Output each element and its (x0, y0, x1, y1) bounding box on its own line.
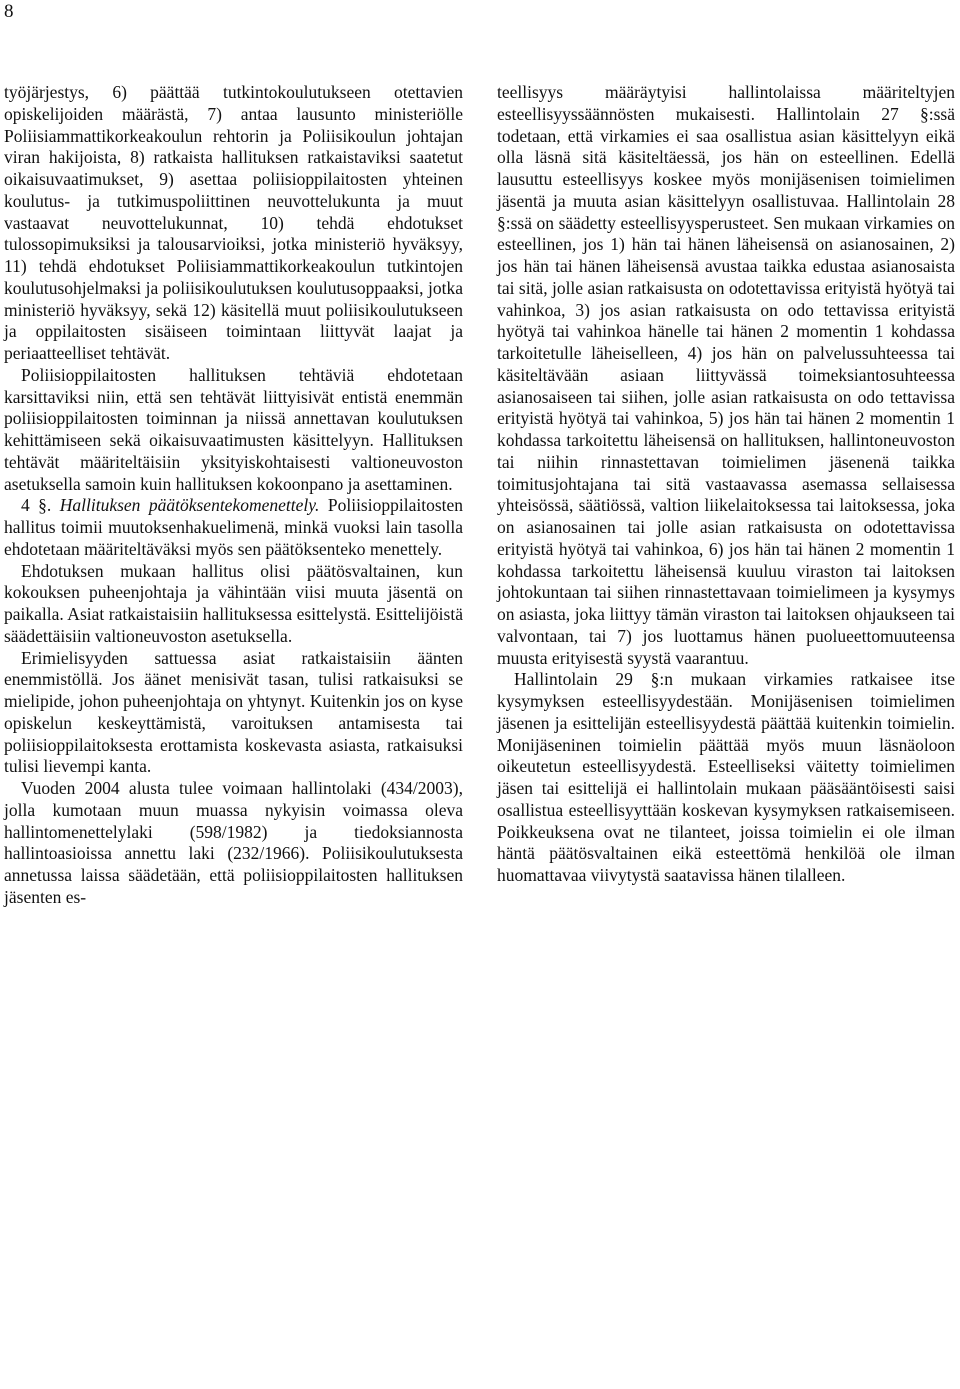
section-text: Poliisioppilaitosten hallitus toimii muutoksenhakuelimenä, minkä vuoksi lain tasolla ehdotetaan määriteltäväksi myös sen päätöksenteko menettely. (4, 495, 464, 559)
left-text-column (4, 82, 463, 909)
left-paragraph-2: Poliisioppilaitosten hallituksen tehtäviä ehdotetaan karsittaviksi niin, että sen tehtävät liittyisivät entistä enemmän poliisioppilaitosten toiminnan ja niissä annettavan koulutuksen kehittämiseen sekä oikaisuvaatimusten käsittelyyn. Hallituksen tehtävät määriteltäisiin yksityiskohtaisesti valtioneuvoston asetuksella samoin kuin hallituksen kokoonpano ja asettaminen. (4, 364, 463, 494)
left-paragraph-1: työjärjestys, 6) päättää tutkintokoulutukseen otettavien opiskelijoiden määrästä, 7) antaa lausunto ministeriölle Poliisiammattikorkeakoulun rehtorin ja Poliisikoulun johtajan viran hakijoista, 8) ratkaista hallituksen ratkaistaviksi saatetut oikaisuvaatimukset, 9) asettaa poliisioppilaitosten yhteinen koulutus- ja tutkimuspoliittinen neuvottelukunta ja muut vastaavat neuvottelukunnat, 10) tehdä ehdotukset tulossopimuksiksi ja talousarvioiksi, jotka ministeriö hyväksyy, 11) tehdä ehdotukset Poliisiammattikorkeakoulun tutkintojen koulutusohjelmaksi ja poliisikoulutuksen koulutusoppaaksi, jotka ministeriö hyväksyy, sekä 12) käsitellä muut poliisikoulutukseen ja oppilaitosten sisäiseen toimintaan liittyvät laajat ja periaatteelliset tehtävät. (4, 82, 463, 363)
left-paragraph-6: Vuoden 2004 alusta tulee voimaan hallintolaki (434/2003), jolla kumotaan muun muassa nykyisin voimassa oleva hallintomenettelylaki (598/1982) ja tiedoksiannosta hallintoasioissa annettu laki (232/1966). Poliisikoulutuksesta annetussa laissa säädetään, että poliisioppilaitosten hallituksen jäsenten es- (4, 778, 463, 907)
left-paragraph-5: Erimielisyyden sattuessa asiat ratkaistaisiin äänten enemmistöllä. Jos äänet menisivät tasan, tulisi ratkaisuksi se mielipide, johon puheenjohtaja on yhtynyt. Kuitenkin jos on kyse opiskelun keskeyttämistä, varoituksen antamisesta tai poliisioppilaitoksesta erottamista koskevasta asiasta, ratkaisuksi tulisi lievempi kanta. (4, 647, 463, 777)
right-text-column (497, 82, 955, 887)
page-number: 8 (4, 1, 14, 22)
section-number: 4 §. (21, 495, 52, 516)
section-title: Hallituksen päätöksentekomenettely. (59, 495, 320, 516)
right-paragraph-1: teellisyys määräytyisi hallintolaissa määriteltyjen esteellisyyssäännösten mukaisesti. Hallintolain 27 §:ssä todetaan, että virkamies ei saa osallistua asian käsittelyyn eikä olla läsnä sitä käsiteltäessä, jos hän on esteellinen. Edellä lausuttu esteellisyys koskee myös monijäsenisen toimielimen jäsentä ja muuta asian käsittelyyn osallistuvaa. Hallintolain 28 §:ssä on säädetty esteellisyysperusteet. Sen mukaan virkamies on esteellinen, jos 1) hän tai hänen läheisensä on asianosainen, 2) jos hän tai hänen läheisensä avustaa taikka edustaa asianosaista tai sitä, jolle asian ratkaisusta on odotettavissa erityistä hyötyä tai vahinkoa, 3) jos asian ratkaisusta on odo tettavissa erityistä hyötyä tai vahinkoa hänelle tai hänen 2 momentin 1 kohdassa tarkoitetulle läheiselleen, 4) jos hän on palvelussuhteessa tai käsiteltävään asiaan liittyvässä toimeksiantosuhteessa asianosaiseen tai siihen, jolle asian ratkaisusta on odo tettavissa erityistä hyötyä tai vahinkoa, 5) jos hän tai hänen 2 momentin 1 kohdassa tarkoitettu läheisensä on hallituksen, hallintoneuvoston tai niihin rinnastettavan toimielimen jäsenenä taikka toimitusjohtajana tai sitä vastaavassa asemassa sellaisessa yhteisössä, säätiössä, valtion liikelaitoksessa tai laitoksessa, joka on asianosainen tai jolle asian ratkaisusta on odotettavissa erityistä hyötyä tai vahinkoa, 6) jos hän tai hänen 2 momentin 1 kohdassa tarkoitettu läheisensä kuuluu viraston tai laitoksen johtokuntaan tai siihen rinnastettavaan toimielimeen ja kysymys on asiasta, joka liittyy tämän viraston tai laitoksen ohjaukseen tai valvontaan, tai 7) jos luottamus hänen puolueettomuuteensa muusta erityisestä syystä vaarantuu. (497, 82, 955, 668)
section-4-paragraph (4, 495, 463, 560)
left-paragraph-4: Ehdotuksen mukaan hallitus olisi päätösvaltainen, kun kokouksen puheenjohtaja ja vähintään viisi muuta jäsentä on paikalla. Asiat ratkaistaisiin hallituksessa esittelystä. Esittelijöistä säädettäisiin valtioneuvoston asetuksella. (4, 560, 463, 646)
right-paragraph-2: Hallintolain 29 §:n mukaan virkamies ratkaisee itse kysymyksen esteellisyydestään. Monijäsenisen toimielimen jäsenen ja esittelijän esteellisyydestä päättää kuitenkin toimielin. Monijäseninen toimielin päättää myös muun läsnäoloon oikeutetun esteellisyydestä. Esteelliseksi väitetty toimielimen jäsen tai esittelijä ei hallintolain mukaan pääsääntöisesti saisi osallistua esteellisyyttään koskevan kysymyksen ratkaisemiseen. Poikkeuksena ovat ne tilanteet, joissa toimielin ei ole ilman häntä päätösvaltainen eikä esteettömä henkilöä ole ilman huomattavaa viivytystä saatavissa hänen tilalleen. (497, 669, 955, 885)
